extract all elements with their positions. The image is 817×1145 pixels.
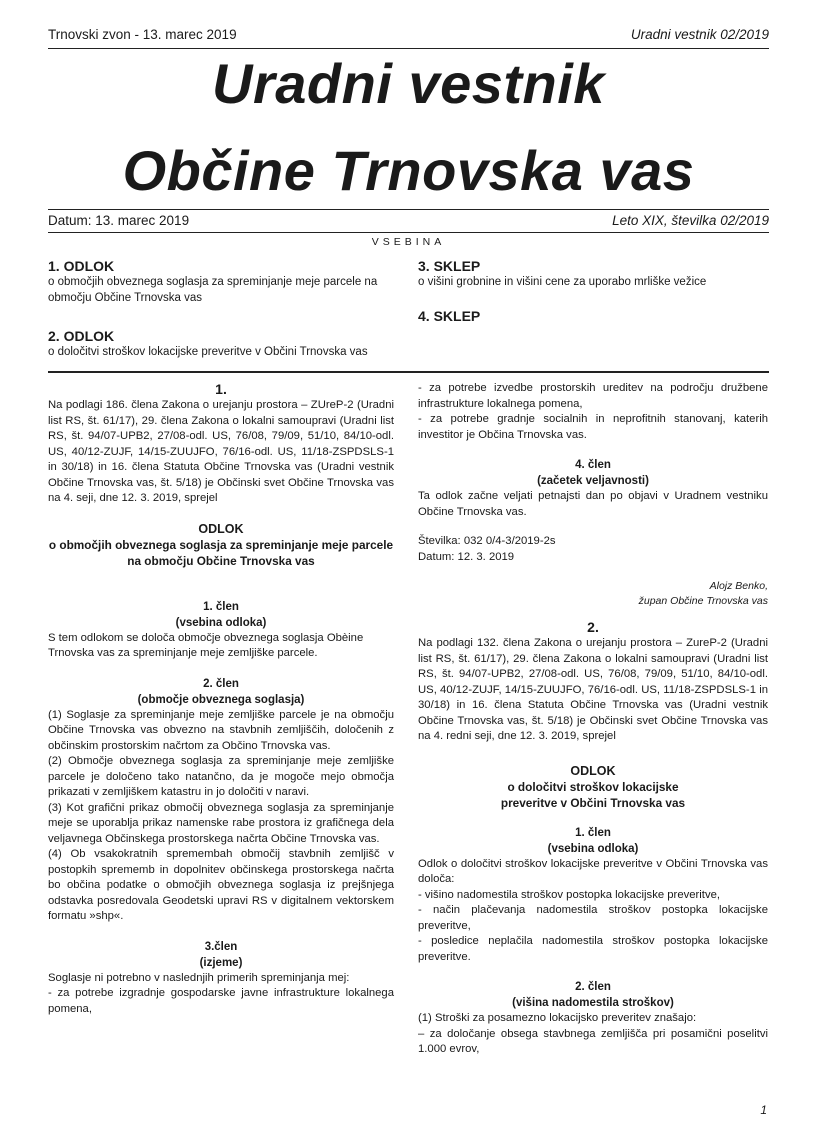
odlok-title: o območjih obveznega soglasja za spreminjanje meje parcele na območju Občine Trnovska vas bbox=[48, 537, 394, 568]
preamble: Na podlagi 132. člena Zakona o urejanju prostora – ZureP-2 (Uradni list RS, št. 61/17), 29. člena Zakona o lokalni samoupravi (Uradni list RS, št. 94/07-UPB2, 27/08-odl. US, 76/08, 79/09, 51/10, 84/10-odl. US, 40/12-ZUJF, 14/15-ZUUJFO, 76/16-odl. US, 11/18-ZSPDSLS-1 in 30/18) in 16. člena Statuta Občine Trnovska vas (Uradni vestnik Občine Trnovska vas, št. 5/18) je Občinski svet Občine Trnovska vas na 4. redni seji, dne 12. 3. 2019, sprejel bbox=[418, 637, 768, 742]
running-header-left: Trnovski zvon - 13. marec 2019 bbox=[48, 27, 237, 42]
article-subheading: (vsebina odloka) bbox=[547, 842, 639, 855]
article-text: S tem odlokom se določa območje obveznega soglasja Obèine Trnovska vas za spreminjanje meje zemljiške parcele. bbox=[48, 631, 364, 659]
article-subheading: (izjeme) bbox=[199, 956, 243, 969]
article-heading: 2. člen bbox=[575, 981, 611, 993]
signature-name: Alojz Benko, bbox=[709, 580, 768, 592]
toc-heading: 4. SKLEP bbox=[418, 308, 481, 324]
odlok-title: o določitvi stroškov lokacijske preveritve v Občini Trnovska vas bbox=[500, 779, 686, 810]
toc-heading: 2. ODLOK bbox=[48, 328, 115, 344]
article-subheading: (začetek veljavnosti) bbox=[537, 475, 649, 487]
article-text: Soglasje ni potrebno v naslednjih primerih spreminjanja mej: bbox=[48, 971, 350, 984]
toc-entry-1[interactable] bbox=[48, 258, 398, 306]
list-item: - za potrebe gradnje socialnih in neprofitnih stanovanj, katerih investitor je Občina Trnovska vas. bbox=[418, 413, 768, 441]
masthead-line2: Občine Trnovska vas bbox=[122, 139, 695, 202]
toc-text: o območjih obveznega soglasja za spreminjanje meje parcele na območju Občine Trnovska vas bbox=[48, 276, 378, 304]
list-item: - način plačevanja nadomestila stroškov postopka lokacijske preveritve, bbox=[418, 904, 768, 932]
issue-date: Datum: 13. marec 2019 bbox=[48, 213, 190, 228]
toc-text: o določitvi stroškov lokacijske preveritve v Občini Trnovska vas bbox=[48, 346, 368, 358]
page-number: 1 bbox=[760, 1103, 767, 1117]
paragraph: (1) Soglasje za spreminjanje meje zemljiške parcele je na območju Občine Trnovska vas obvezno na stavbnih zemljiščih, določenih z občinskim prostorskim načrtom za Občino Trnovska vas. bbox=[48, 708, 394, 752]
document-date: Datum: 12. 3. 2019 bbox=[418, 550, 515, 563]
paragraph: (4) Ob vsakokratnih spremembah območij stavbnih zemljišč v postopkih sprememb in dopolnitev občinskega prostorskega načrta bo občina podatke o območjih obveznega soglasja iz prejšnjega odstavka posredovala Geodetski upravi RS v digitalnem vektorskem formatu »shp«. bbox=[48, 848, 394, 922]
issue-number: Leto XIX, številka 02/2019 bbox=[612, 213, 769, 228]
article-heading: 3.člen bbox=[204, 940, 238, 953]
toc-heading: 3. SKLEP bbox=[418, 258, 481, 274]
odlok-heading: ODLOK bbox=[570, 763, 616, 778]
left-column bbox=[48, 381, 394, 1017]
document-reference: Številka: 032 0/4-3/2019-2s bbox=[418, 535, 556, 547]
list-item: - višino nadomestila stroškov postopka lokacijske preveritve, bbox=[418, 888, 721, 901]
document-number: 2. bbox=[587, 619, 599, 635]
toc-entry-2[interactable] bbox=[48, 328, 398, 360]
article-subheading: (območje obveznega soglasja) bbox=[137, 693, 305, 706]
running-header-right: Uradni vestnik 02/2019 bbox=[630, 27, 769, 42]
masthead-rule bbox=[48, 209, 769, 210]
article-heading: 1. člen bbox=[575, 826, 611, 839]
masthead-line1: Uradni vestnik bbox=[212, 52, 605, 115]
list-item: - za potrebe izvedbe prostorskih ureditev na področju družbene infrastrukture lokalnega pomena, bbox=[418, 382, 768, 410]
signature-role: župan Občine Trnovska vas bbox=[638, 595, 768, 607]
toc-heading: 1. ODLOK bbox=[48, 258, 115, 274]
paragraph: (1) Stroški za posamezno lokacijsko preveritev znašajo: bbox=[418, 1012, 697, 1024]
paragraph: (3) Kot grafični prikaz območij obveznega soglasja za spreminjanje meje se uporablja prikaz namenske rabe prostora iz grafičnega dela veljavnega Občinskega prostorskega načrta Občine Trnovska vas. bbox=[48, 801, 394, 845]
list-item: - za potrebe izgradnje gospodarske javne infrastrukture lokalnega pomena, bbox=[48, 987, 394, 1015]
toc-rule bbox=[48, 371, 769, 373]
article-text: Odlok o določitvi stroškov lokacijske preveritve v Občini Trnovska vas določa: bbox=[418, 857, 768, 885]
header-rule bbox=[48, 48, 769, 49]
paragraph: – za določanje obsega stavbnega zemljišča pri posamični poselitvi 1.000 evrov, bbox=[418, 1027, 768, 1055]
article-subheading: (vsebina odloka) bbox=[175, 616, 267, 629]
list-item: - posledice neplačila nadomestila stroškov postopka lokacijske preveritve. bbox=[418, 935, 768, 963]
toc-entry-4[interactable] bbox=[418, 308, 768, 324]
date-rule bbox=[48, 232, 769, 233]
toc-label: VSEBINA bbox=[371, 236, 446, 248]
odlok-heading: ODLOK bbox=[198, 521, 244, 536]
running-header bbox=[48, 27, 769, 47]
toc-entry-3[interactable] bbox=[418, 258, 768, 290]
toc-text: o višini grobnine in višini cene za uporabo mrliške vežice bbox=[418, 276, 707, 288]
preamble: Na podlagi 186. člena Zakona o urejanju prostora – ZUreP-2 (Uradni list RS, št. 61/17), 29. člena Zakona o lokalni samoupravi (Uradni list RS, št. 94/07-UPB2, 27/08-odl. US, 76/08, 79/09, 51/10, 84/10-odl. US, 40/12-ZUJF, 14/15-ZUUJFO, 76/16-odl. US, 11/18-ZSPDSLS-1 in 30/18) in 16. člena Statuta Občine Trnovska vas (Uradni vestnik Občine Trnovska vas, št. 5/18) je Občinski svet Občine Trnovska vas na 4. seji, dne 12. 3. 2019, sprejel bbox=[48, 399, 394, 504]
paragraph: (2) Območje obveznega soglasja za spreminjanje meje zemljiške parcele je določeno tako natančno, da je mogoče mejo območja prikazati v zemljiškem katastru in jo določiti v naravi. bbox=[48, 755, 394, 798]
article-heading: 2. člen bbox=[203, 677, 239, 690]
document-number: 1. bbox=[215, 381, 227, 397]
date-row bbox=[48, 213, 769, 231]
right-column bbox=[418, 381, 768, 1058]
article-heading: 1. člen bbox=[203, 600, 239, 613]
article-text: Ta odlok začne veljati petnajsti dan po objavi v Uradnem vestniku Občine Trnovska vas. bbox=[418, 490, 768, 518]
article-heading: 4. člen bbox=[575, 459, 611, 471]
article-subheading: (višina nadomestila stroškov) bbox=[512, 997, 674, 1009]
